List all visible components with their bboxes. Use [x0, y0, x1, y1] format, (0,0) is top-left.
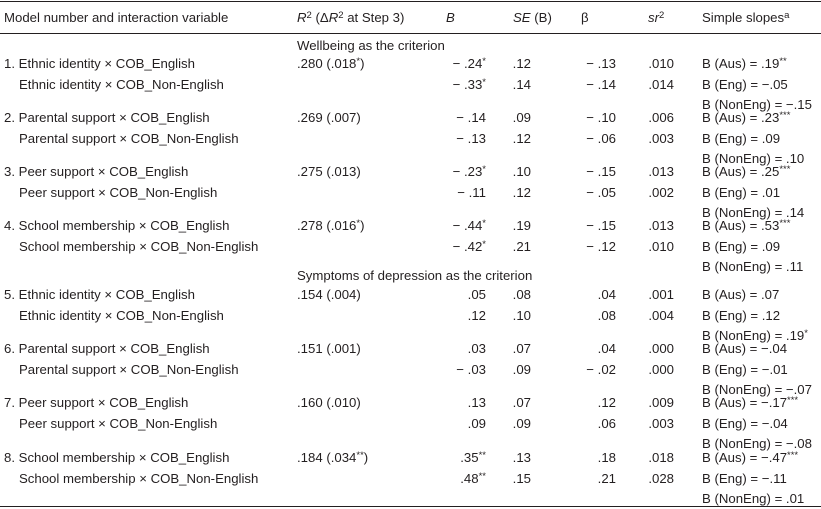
sr2-cell: .013	[648, 164, 674, 179]
r2-cell: .280 (.018*)	[297, 56, 365, 71]
r2-cell: .275 (.013)	[297, 164, 361, 179]
r2-cell: .278 (.016*)	[297, 218, 365, 233]
row-label: School membership × COB_Non-English	[19, 238, 259, 254]
sr2-cell: .028	[648, 470, 674, 486]
beta-cell: .04	[597, 287, 616, 302]
row-label: Parental support × COB_Non-English	[19, 130, 239, 146]
b-cell: − .11	[457, 184, 486, 200]
sr2-cell: .018	[648, 450, 674, 465]
slope-cell: B (Eng) = .09	[702, 238, 781, 254]
se-cell: .12	[512, 184, 531, 200]
slope-cell: B (Aus) = −.17***	[702, 395, 799, 410]
sr2-cell: .009	[648, 395, 674, 410]
sr2-cell: .000	[648, 361, 674, 377]
slope-cell: B (NonEng) = −.15	[702, 97, 812, 112]
b-cell: .03	[467, 341, 486, 356]
beta-cell: .06	[597, 415, 616, 431]
beta-cell: .18	[597, 450, 616, 465]
slope-cell: B (Eng) = .09	[702, 130, 781, 146]
slope-cell: B (Aus) = .25***	[702, 164, 791, 179]
se-cell: .10	[512, 164, 531, 179]
slope-cell: B (Eng) = .01	[702, 184, 781, 200]
b-cell: − .33*	[452, 76, 486, 92]
r2-cell: .184 (.034**)	[297, 450, 369, 465]
beta-cell: .04	[597, 341, 616, 356]
b-cell: .09	[467, 415, 486, 431]
sr2-cell: .006	[648, 110, 674, 125]
row-label: School membership × COB_Non-English	[19, 470, 259, 486]
r2-cell: .160 (.010)	[297, 395, 361, 410]
row-label: 3. Peer support × COB_English	[4, 164, 189, 179]
row-label: Ethnic identity × COB_Non-English	[19, 307, 224, 323]
row-label: Ethnic identity × COB_Non-English	[19, 76, 224, 92]
header-slopes: Simple slopes$^a$	[702, 10, 790, 25]
se-cell: .07	[512, 341, 531, 356]
se-cell: .07	[512, 395, 531, 410]
sr2-cell: .001	[648, 287, 674, 302]
row-label: 4. School membership × COB_English	[4, 218, 230, 233]
b-cell: − .13	[456, 130, 486, 146]
r2-cell: .151 (.001)	[297, 341, 361, 356]
header-rule	[0, 33, 821, 34]
b-cell: .48**	[460, 470, 486, 486]
slope-cell: B (Aus) = .19**	[702, 56, 787, 71]
beta-cell: − .05	[586, 184, 616, 200]
row-label: Parental support × COB_Non-English	[19, 361, 239, 377]
slope-cell: B (NonEng) = .11	[702, 259, 804, 274]
row-label: 1. Ethnic identity × COB_English	[4, 56, 195, 71]
row-label: 5. Ethnic identity × COB_English	[4, 287, 195, 302]
slope-cell: B (Eng) = −.04	[702, 415, 788, 431]
top-rule	[0, 1, 821, 2]
header-b: B	[446, 10, 455, 25]
slope-cell: B (Aus) = .07	[702, 287, 780, 302]
b-cell: − .03	[456, 361, 486, 377]
slope-cell: B (Eng) = .12	[702, 307, 781, 323]
beta-cell: − .15	[586, 218, 616, 233]
se-cell: .15	[512, 470, 531, 486]
beta-cell: .21	[597, 470, 616, 486]
slope-cell: B (Aus) = −.04	[702, 341, 788, 356]
sr2-cell: .003	[648, 415, 674, 431]
row-label: Peer support × COB_Non-English	[19, 184, 218, 200]
slope-cell: B (Aus) = .23***	[702, 110, 791, 125]
b-cell: − .42*	[452, 238, 486, 254]
slope-cell: B (Eng) = −.05	[702, 76, 788, 92]
sr2-cell: .010	[648, 238, 674, 254]
row-label: 6. Parental support × COB_English	[4, 341, 210, 356]
row-label: 7. Peer support × COB_English	[4, 395, 189, 410]
slope-cell: B (Aus) = −.47***	[702, 450, 799, 465]
se-cell: .12	[512, 56, 531, 71]
sr2-cell: .000	[648, 341, 674, 356]
row-label: 2. Parental support × COB_English	[4, 110, 210, 125]
slope-cell: B (NonEng) = .10	[702, 151, 805, 166]
header-r2: $R^2$ ($\Delta R^2$ at Step 3)	[297, 10, 405, 25]
b-cell: − .14	[456, 110, 486, 125]
sr2-cell: .014	[648, 76, 674, 92]
b-cell: .12	[467, 307, 486, 323]
header-model: Model number and interaction variable	[4, 10, 229, 25]
row-label: Peer support × COB_Non-English	[19, 415, 218, 431]
header-se: SE (B)	[513, 10, 552, 25]
b-cell: .05	[467, 287, 486, 302]
se-cell: .21	[512, 238, 531, 254]
se-cell: .09	[512, 110, 531, 125]
beta-cell: − .15	[586, 164, 616, 179]
slope-cell: B (Eng) = −.11	[702, 470, 787, 486]
b-cell: .13	[467, 395, 486, 410]
beta-cell: − .12	[586, 238, 616, 254]
header-beta: β	[581, 10, 589, 25]
se-cell: .19	[512, 218, 531, 233]
slope-cell: B (NonEng) = −.08	[702, 436, 812, 451]
b-cell: − .24*	[452, 56, 486, 71]
se-cell: .14	[512, 76, 531, 92]
se-cell: .12	[512, 130, 531, 146]
slope-cell: B (NonEng) = .19*	[702, 328, 808, 343]
beta-cell: − .06	[586, 130, 616, 146]
se-cell: .09	[512, 415, 531, 431]
sr2-cell: .002	[648, 184, 674, 200]
beta-cell: − .13	[586, 56, 616, 71]
slope-cell: B (NonEng) = −.07	[702, 382, 812, 397]
sr2-cell: .013	[648, 218, 674, 233]
slope-cell: B (NonEng) = .01	[702, 491, 805, 506]
se-cell: .13	[512, 450, 531, 465]
bottom-rule	[0, 506, 821, 507]
beta-cell: .12	[597, 395, 616, 410]
b-cell: .35**	[460, 450, 486, 465]
se-cell: .10	[512, 307, 531, 323]
sr2-cell: .010	[648, 56, 674, 71]
sr2-cell: .004	[648, 307, 674, 323]
r2-cell: .154 (.004)	[297, 287, 361, 302]
section-title: Wellbeing as the criterion	[297, 38, 445, 53]
header-sr2: $sr^2$	[648, 10, 665, 25]
r2-cell: .269 (.007)	[297, 110, 361, 125]
slope-cell: B (NonEng) = .14	[702, 205, 805, 220]
slope-cell: B (Eng) = −.01	[702, 361, 788, 377]
sr2-cell: .003	[648, 130, 674, 146]
beta-cell: − .02	[586, 361, 616, 377]
row-label: 8. School membership × COB_English	[4, 450, 230, 465]
se-cell: .08	[512, 287, 531, 302]
slope-cell: B (Aus) = .53***	[702, 218, 791, 233]
se-cell: .09	[512, 361, 531, 377]
beta-cell: − .10	[586, 110, 616, 125]
beta-cell: − .14	[586, 76, 616, 92]
b-cell: − .23*	[452, 164, 486, 179]
section-title: Symptoms of depression as the criterion	[297, 268, 533, 283]
b-cell: − .44*	[452, 218, 486, 233]
beta-cell: .08	[597, 307, 616, 323]
